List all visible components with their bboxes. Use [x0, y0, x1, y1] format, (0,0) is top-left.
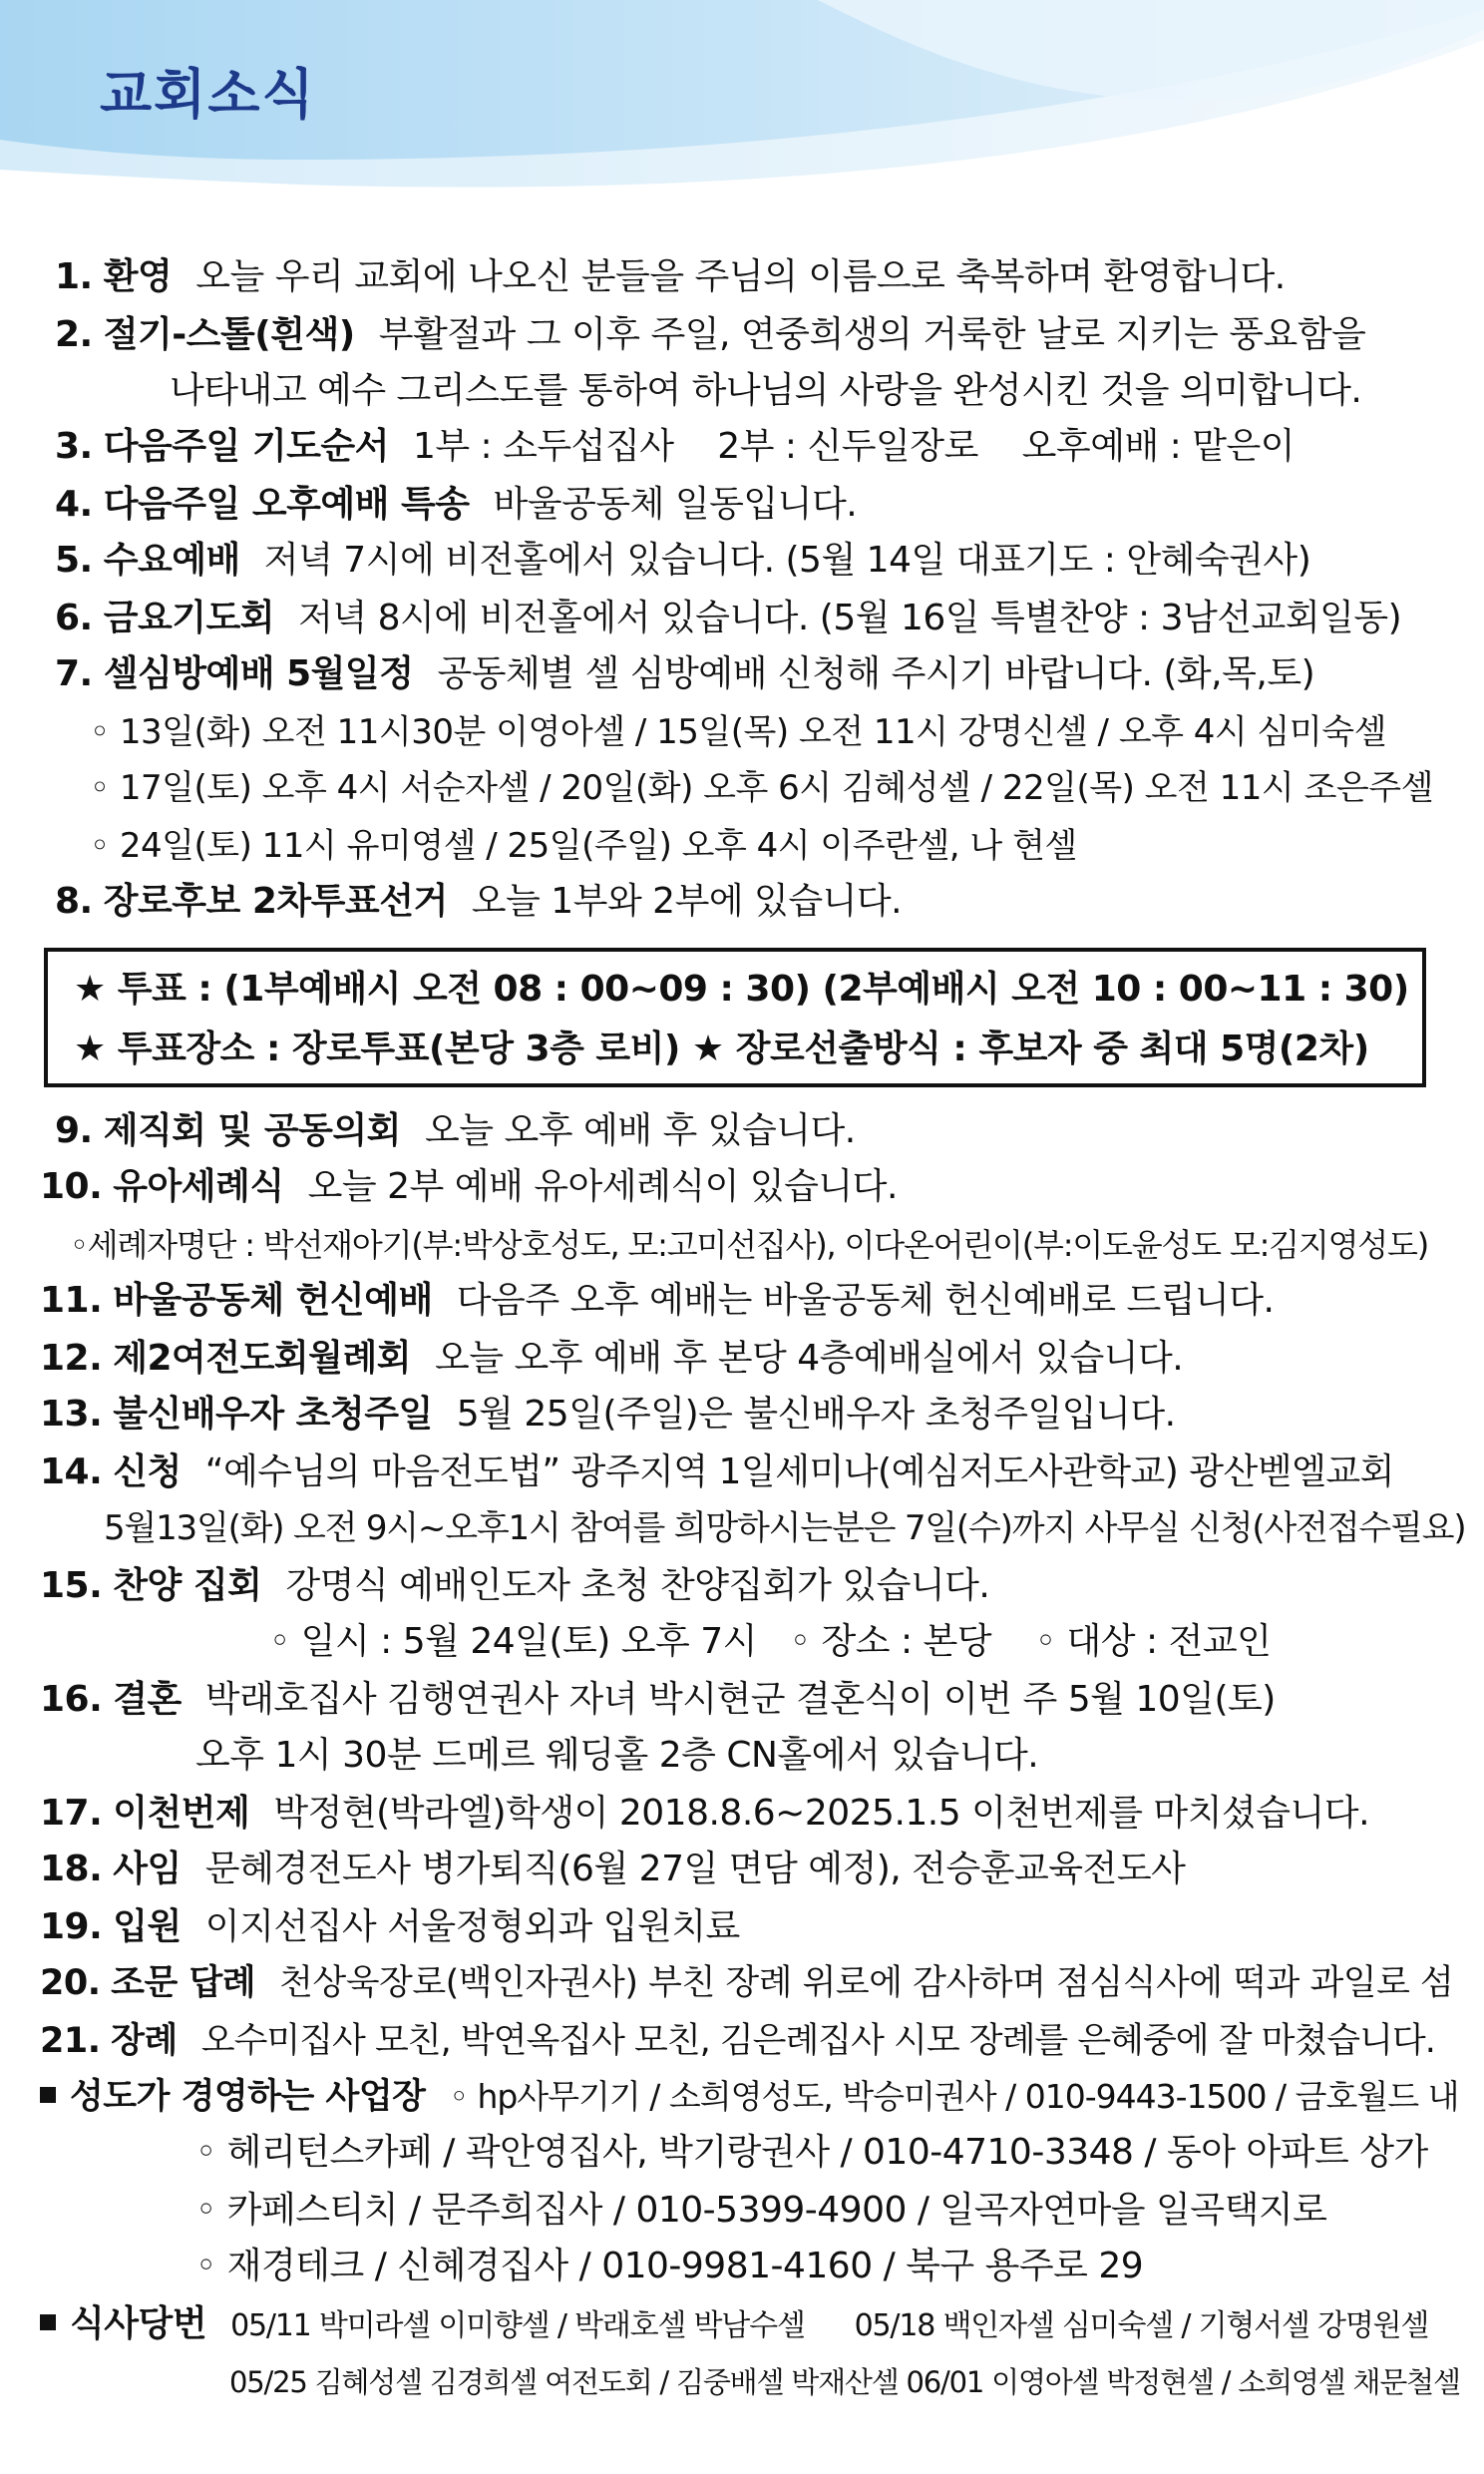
- notice-item-21: [40, 2019, 1435, 2063]
- notice-item-1: [55, 255, 1286, 299]
- item-text: 박정현(박라엘)학생이 2018.8.6~2025.1.5 이천번제를 마치셨습니다.: [273, 1793, 1370, 1834]
- item-number: 13.: [40, 1394, 103, 1435]
- concert-details: ◦ 일시 : 5월 24일(토) 오후 7시 ◦ 장소 : 본당 ◦ 대상 : 전교인: [269, 1621, 1272, 1662]
- notice-item-13: [40, 1393, 1176, 1437]
- schedule-line: ◦ 17일(토) 오후 4시 서순자셀 / 20일(화) 오후 6시 김혜성셀 / 22일(목) 오전 11시 조은주셀: [90, 768, 1433, 808]
- item-heading: 장로후보 2차투표선거: [103, 881, 448, 922]
- schedule-line: ◦ 13일(화) 오전 11시30분 이영아셀 / 15일(목) 오전 11시 강명신셀 / 오후 4시 심미숙셀: [90, 712, 1386, 752]
- item-heading: 결혼: [113, 1679, 182, 1720]
- item-number: 6.: [55, 598, 93, 638]
- item-text: 5월 25일(주일)은 불신배우자 초청주일입니다.: [456, 1394, 1176, 1435]
- item-heading: 다음주일 기도순서: [103, 426, 389, 467]
- item-text: 오수미집사 모친, 박연옥집사 모친, 김은례집사 시모 장례를 은혜중에 잘 마쳤습니다.: [200, 2021, 1435, 2061]
- meal-duty-heading: 식사당번: [70, 2303, 207, 2344]
- item-text: 1부 : 소두섭집사 2부 : 신두일장로 오후예배 : 맡은이: [412, 426, 1296, 467]
- item-continuation: 오후 1시 30분 드메르 웨딩홀 2층 CN홀에서 있습니다.: [195, 1735, 1039, 1776]
- item-heading: 이천번제: [113, 1793, 250, 1834]
- item-number: 18.: [40, 1849, 103, 1889]
- item-number: 8.: [55, 881, 93, 922]
- notice-item-2: [55, 313, 1365, 357]
- business-section: [40, 2075, 1459, 2119]
- notice-item-4: [55, 483, 857, 527]
- item-number: 14.: [40, 1451, 103, 1492]
- item-text: 저녁 7시에 비전홀에서 있습니다. (5월 14일 대표기도 : 안혜숙권사): [263, 540, 1311, 581]
- item-text: 박래호집사 김행연권사 자녀 박시현군 결혼식이 이번 주 5월 10일(토): [204, 1679, 1276, 1720]
- item-heading: 조문 답례: [111, 1963, 256, 2003]
- notice-item-7: [55, 652, 1314, 696]
- item-heading: 신청: [113, 1451, 182, 1492]
- notice-item-12: [40, 1337, 1183, 1381]
- notice-item-17: [40, 1792, 1369, 1836]
- item-number: 5.: [55, 540, 93, 581]
- item-heading: 셀심방예배 5월일정: [103, 653, 414, 694]
- item-text: 오늘 우리 교회에 나오신 분들을 주님의 이름으로 축복하며 환영합니다.: [195, 256, 1286, 297]
- item-heading: 장례: [111, 2021, 178, 2061]
- notice-item-10: [40, 1165, 898, 1209]
- notice-item-15: [40, 1564, 989, 1608]
- square-bullet-icon: [40, 2087, 56, 2103]
- notice-item-5: [55, 539, 1310, 583]
- item-text: 천상욱장로(백인자권사) 부친 장례 위로에 감사하며 점심식사에 떡과 과일로 섬: [279, 1963, 1454, 2003]
- meal-duty-section: [40, 2302, 1428, 2348]
- item-number: 4.: [55, 484, 93, 525]
- schedule-line: ◦ 24일(토) 11시 유미영셀 / 25일(주일) 오후 4시 이주란셀, 나 현셀: [90, 826, 1077, 866]
- item-text: 저녁 8시에 비전홀에서 있습니다. (5월 16일 특별찬양 : 3남선교회일동): [298, 598, 1402, 638]
- item-text: 오늘 오후 예배 후 있습니다.: [424, 1110, 856, 1151]
- item-text: 이지선집사 서울정형외과 입원치료: [204, 1906, 740, 1947]
- item-heading: 바울공동체 헌신예배: [113, 1280, 433, 1321]
- notice-item-16: [40, 1678, 1276, 1722]
- item-heading: 유아세례식: [113, 1166, 284, 1207]
- item-number: 2.: [55, 314, 93, 355]
- item-number: 15.: [40, 1565, 103, 1606]
- item-text: 오늘 2부 예배 유아세례식이 있습니다.: [307, 1166, 898, 1207]
- item-text: 강명식 예배인도자 초청 찬양집회가 있습니다.: [285, 1565, 990, 1606]
- vote-time-line: ★ 투표 : (1부예배시 오전 08 : 00~09 : 30) (2부예배시 오전 10 : 00~11 : 30): [74, 969, 1409, 1010]
- notice-item-6: [55, 597, 1401, 640]
- page-title: 교회소식: [100, 62, 316, 126]
- business-line: ◦ 카페스티치 / 문주희집사 / 010-5399-4900 / 일곡자연마을 일곡택지로: [195, 2190, 1327, 2231]
- item-heading: 제2여전도회월례회: [113, 1338, 411, 1379]
- item-number: 1.: [55, 256, 93, 297]
- item-number: 16.: [40, 1679, 103, 1720]
- item-number: 20.: [40, 1963, 101, 2003]
- item-number: 11.: [40, 1280, 103, 1321]
- item-text: 오늘 1부와 2부에 있습니다.: [471, 881, 903, 922]
- business-heading: 성도가 경영하는 사업장: [70, 2077, 426, 2117]
- item-heading: 다음주일 오후예배 특송: [103, 484, 470, 525]
- baptism-names: ◦세례자명단 : 박선재아기(부:박상호성도, 모:고미선집사), 이다온어린이(부:이도윤성도 모:김지영성도): [70, 1226, 1429, 1264]
- item-heading: 수요예배: [103, 540, 240, 581]
- item-heading: 사임: [113, 1849, 182, 1889]
- meal-duty-line: 05/11 박미라셀 이미향셀 / 박래호셀 박남수셀 05/18 백인자셀 심미숙셀 / 기형서셀 강명원셀: [230, 2308, 1429, 2343]
- business-line: ◦ hp사무기기 / 소희영성도, 박승미권사 / 010-9443-1500 / 금호월드 내: [449, 2077, 1459, 2116]
- item-text: 다음주 오후 예배는 바울공동체 헌신예배로 드립니다.: [456, 1280, 1275, 1321]
- notice-item-3: [55, 425, 1295, 469]
- notice-item-20: [40, 1961, 1453, 2005]
- notice-item-9: [55, 1109, 856, 1153]
- item-heading: 절기-스톨(흰색): [103, 314, 355, 355]
- meal-duty-line: 05/25 김혜성셀 김경희셀 여전도회 / 김중배셀 박재산셀 06/01 이영아셀 박정현셀 / 소희영셀 채문철셀: [229, 2365, 1460, 2399]
- notice-item-18: [40, 1848, 1185, 1891]
- item-heading: 입원: [113, 1906, 182, 1947]
- item-heading: 제직회 및 공동의회: [103, 1110, 401, 1151]
- item-text: 부활절과 그 이후 주일, 연중희생의 거룩한 날로 지키는 풍요함을: [378, 314, 1366, 355]
- item-text: 바울공동체 일동입니다.: [493, 484, 858, 525]
- item-heading: 불신배우자 초청주일: [113, 1394, 433, 1435]
- business-line: ◦ 헤리턴스카페 / 곽안영집사, 박기랑권사 / 010-4710-3348 / 동아 아파트 상가: [195, 2132, 1428, 2173]
- item-heading: 금요기도회: [103, 598, 275, 638]
- item-number: 3.: [55, 426, 93, 467]
- item-heading: 찬양 집회: [113, 1565, 262, 1606]
- item-number: 12.: [40, 1338, 103, 1379]
- notice-item-19: [40, 1905, 740, 1949]
- item-number: 9.: [55, 1110, 93, 1151]
- item-text: 문혜경전도사 병가퇴직(6월 27일 면담 예정), 전승훈교육전도사: [204, 1849, 1186, 1889]
- item-number: 17.: [40, 1793, 103, 1834]
- item-text: 공동체별 셀 심방예배 신청해 주시기 바랍니다. (화,목,토): [437, 653, 1315, 694]
- notice-item-14: [40, 1450, 1394, 1494]
- item-number: 21.: [40, 2021, 101, 2061]
- item-number: 7.: [55, 653, 93, 694]
- square-bullet-icon: [40, 2314, 56, 2330]
- item-continuation: 나타내고 예수 그리스도를 통하여 하나님의 사랑을 완성시킨 것을 의미합니다.: [170, 370, 1362, 411]
- notice-item-8: [55, 880, 902, 924]
- notice-item-11: [40, 1279, 1275, 1323]
- item-number: 10.: [40, 1166, 103, 1207]
- item-text: “예수님의 마음전도법” 광주지역 1일세미나(예심저도사관학교) 광산벧엘교회: [204, 1451, 1394, 1492]
- item-text: 오늘 오후 예배 후 본당 4층예배실에서 있습니다.: [435, 1338, 1184, 1379]
- vote-place-line: ★ 투표장소 : 장로투표(본당 3층 로비) ★ 장로선출방식 : 후보자 중 최대 5명(2차): [74, 1029, 1369, 1069]
- item-number: 19.: [40, 1906, 103, 1947]
- business-line: ◦ 재경테크 / 신혜경집사 / 010-9981-4160 / 북구 용주로 29: [195, 2246, 1144, 2286]
- item-heading: 환영: [103, 256, 173, 297]
- item-continuation: 5월13일(화) 오전 9시~오후1시 참여를 희망하시는분은 7일(수)까지 사무실 신청(사전접수필요): [104, 1508, 1466, 1548]
